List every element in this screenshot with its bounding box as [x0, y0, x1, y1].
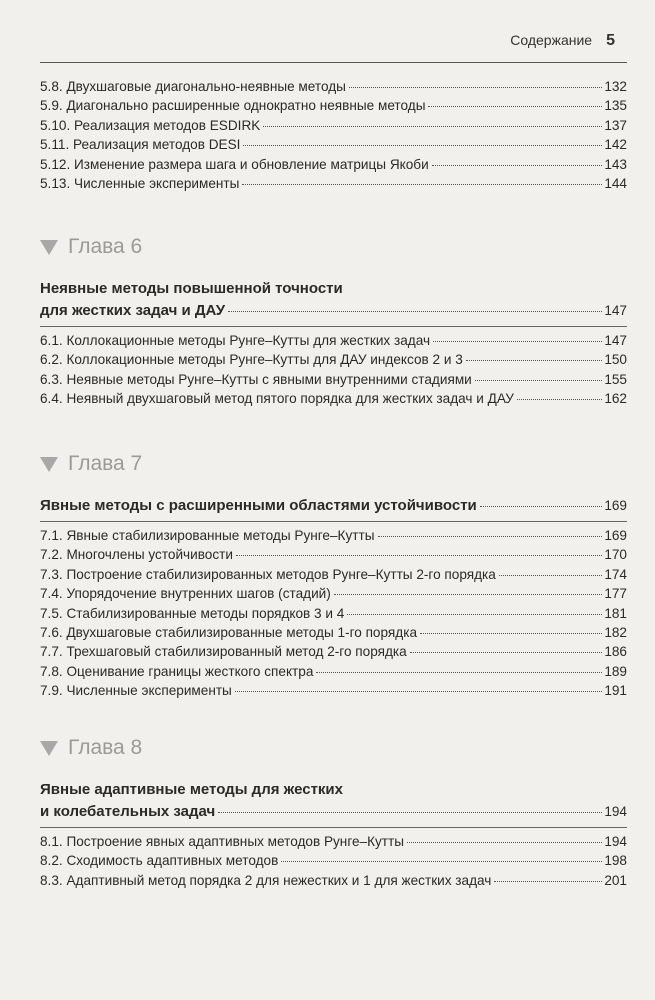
toc-entry-5-11[interactable]: 5.11. Реализация методов DESI 142	[40, 137, 627, 153]
triangle-marker-icon	[40, 240, 58, 255]
running-header	[510, 32, 615, 50]
chapter-8-heading: Глава 8	[40, 733, 627, 763]
toc-entry-5-9[interactable]: 5.9. Диагонально расширенные однократно неявные методы 135	[40, 98, 627, 114]
toc-entry-6-3[interactable]: 6.3. Неявные методы Рунге–Кутты с явными внутренними стадиями 155	[40, 371, 627, 387]
toc-chapter-8	[40, 733, 627, 890]
toc-entry-7-6[interactable]: 7.6. Двухшаговые стабилизированные методы 1-го порядка 182	[40, 624, 627, 640]
toc-entry-7-9[interactable]: 7.9. Численные эксперименты 191	[40, 683, 627, 699]
toc-entry-5-13[interactable]: 5.13. Численные эксперименты 144	[40, 175, 627, 191]
chapter-8-title[interactable]: Явные адаптивные методы для жестких и колебательных задач 194	[40, 781, 627, 820]
chapter-7-rule	[40, 521, 627, 522]
toc-chapter-7	[40, 449, 627, 701]
toc-entry-7-1[interactable]: 7.1. Явные стабилизированные методы Рунге–Кутты 169	[40, 528, 627, 543]
toc-entry-6-4[interactable]: 6.4. Неявный двухшаговый метод пятого порядка для жестких задач и ДАУ 162	[40, 391, 627, 407]
toc-entry-7-5[interactable]: 7.5. Стабилизированные методы порядков 3 и 4 181	[40, 605, 627, 621]
toc-entry-8-3[interactable]: 8.3. Адаптивный метод порядка 2 для нежестких и 1 для жестких задач 201	[40, 872, 627, 888]
toc-entry-7-2[interactable]: 7.2. Многочлены устойчивости 170	[40, 547, 627, 563]
toc-entry-7-8[interactable]: 7.8. Оценивание границы жесткого спектра 189	[40, 663, 627, 679]
header-section-title: Содержание	[510, 32, 593, 48]
page-number: 5	[606, 32, 615, 49]
triangle-marker-icon	[40, 457, 58, 472]
toc-entry-5-8[interactable]: 5.8. Двухшаговые диагонально-неявные методы 132	[40, 79, 627, 94]
toc-entry-8-2[interactable]: 8.2. Сходимость адаптивных методов 198	[40, 853, 627, 869]
chapter-8-rule	[40, 827, 627, 828]
toc-entry-6-1[interactable]: 6.1. Коллокационные методы Рунге–Кутты для жестких задач 147	[40, 333, 627, 348]
toc-chapter-6	[40, 232, 627, 409]
triangle-marker-icon	[40, 741, 58, 756]
toc-entry-6-2[interactable]: 6.2. Коллокационные методы Рунге–Кутты для ДАУ индексов 2 и 3 150	[40, 352, 627, 368]
header-rule	[40, 62, 627, 63]
chapter-7-heading: Глава 7	[40, 449, 627, 479]
toc-entry-8-1[interactable]: 8.1. Построение явных адаптивных методов Рунге–Кутты 194	[40, 834, 627, 849]
toc-entry-7-3[interactable]: 7.3. Построение стабилизированных методов Рунге–Кутты 2-го порядка 174	[40, 566, 627, 582]
chapter-6-heading: Глава 6	[40, 232, 627, 262]
toc-entry-7-4[interactable]: 7.4. Упорядочение внутренних шагов (стадий) 177	[40, 586, 627, 602]
toc-section-5	[40, 77, 627, 193]
toc-entry-7-7[interactable]: 7.7. Трехшаговый стабилизированный метод 2-го порядка 186	[40, 644, 627, 660]
chapter-6-rule	[40, 326, 627, 327]
toc-entry-5-12[interactable]: 5.12. Изменение размера шага и обновление матрицы Якоби 143	[40, 156, 627, 172]
toc-entry-5-10[interactable]: 5.10. Реализация методов ESDIRK 137	[40, 117, 627, 133]
chapter-7-title[interactable]: Явные методы с расширенными областями устойчивости 169	[40, 497, 627, 514]
chapter-6-title[interactable]: Неявные методы повышенной точности для жестких задач и ДАУ 147	[40, 280, 627, 319]
